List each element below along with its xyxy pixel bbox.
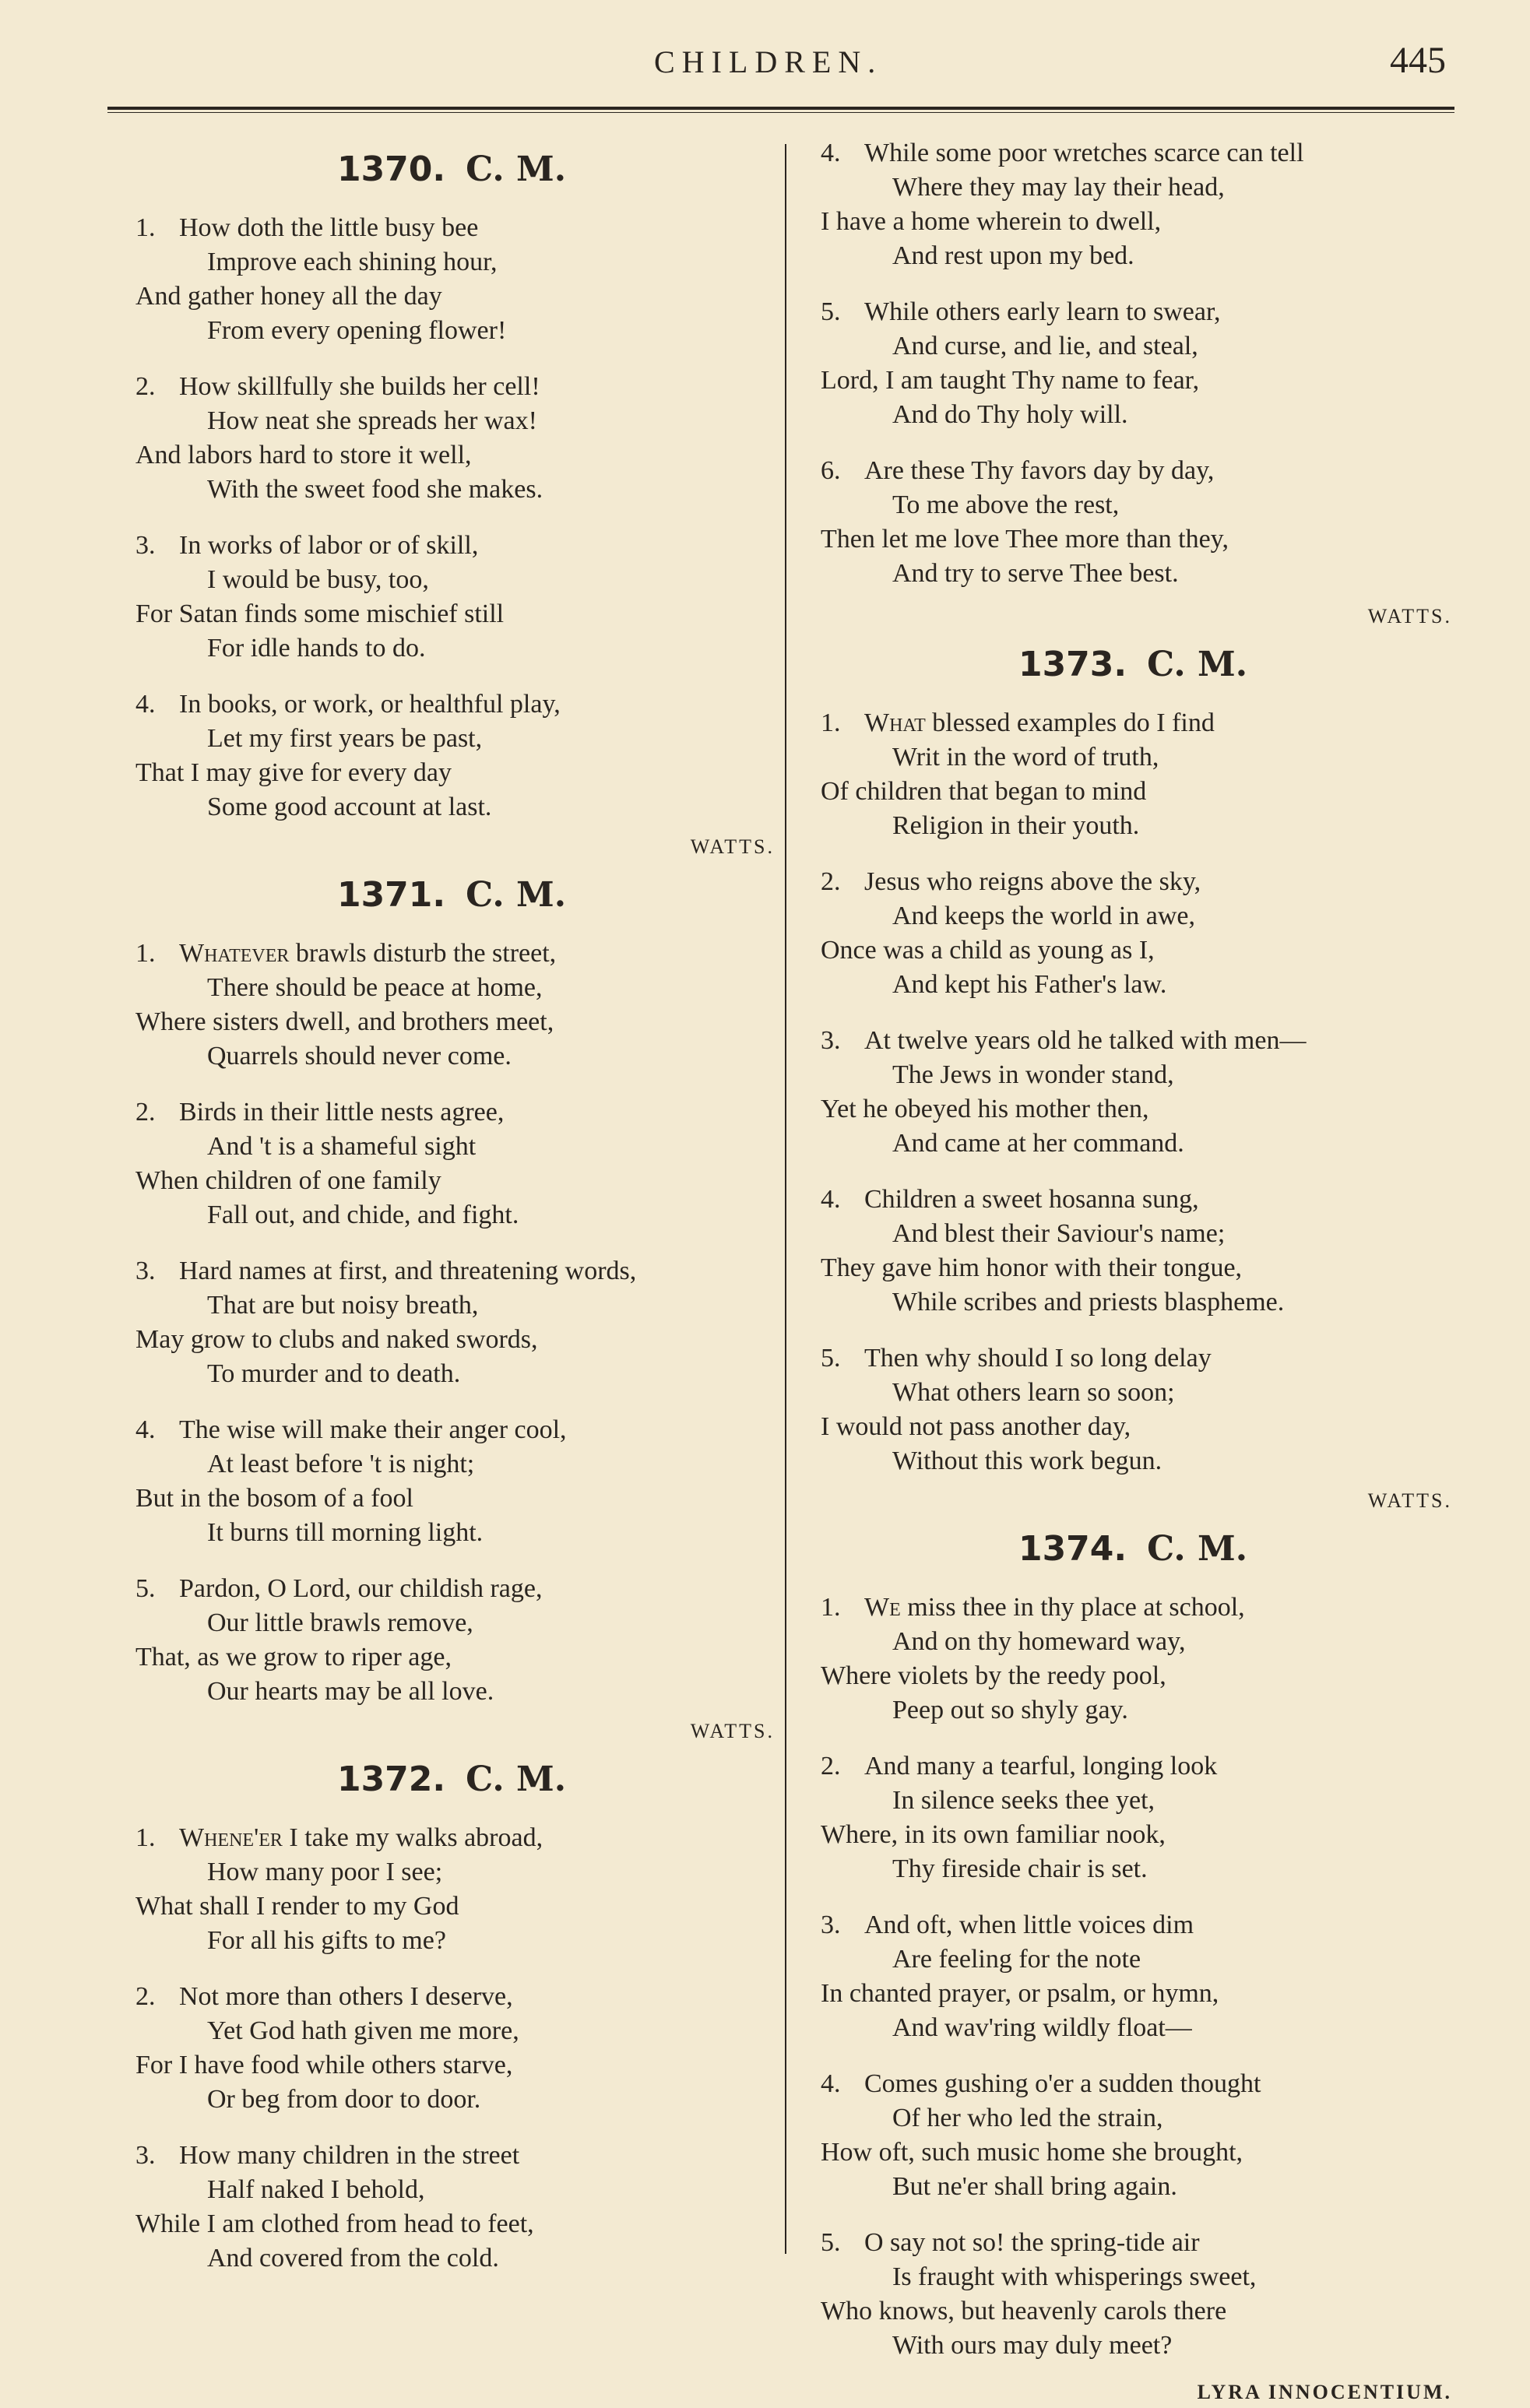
hymn-line xyxy=(128,245,775,279)
stanza-number: 3. xyxy=(821,1026,841,1055)
stanza xyxy=(128,937,775,1074)
hymn-line xyxy=(128,1447,775,1482)
hymn-number: 1372. xyxy=(336,1759,446,1799)
opening-word: What xyxy=(864,708,926,737)
stanza-number: 3. xyxy=(821,1911,841,1939)
hymn-line xyxy=(814,1251,1452,1285)
hymn-line xyxy=(814,1058,1452,1092)
line-text: Who knows, but heavenly carols there xyxy=(821,2297,1227,2325)
line-text: Comes gushing o'er a sudden thought xyxy=(864,2069,1261,2098)
hymn-line xyxy=(814,1024,1452,1058)
line-text: But ne'er shall bring again. xyxy=(892,2172,1177,2201)
line-text: Children a sweet hosanna sung, xyxy=(864,1185,1199,1214)
hymn-heading xyxy=(814,638,1452,692)
hymn-line xyxy=(128,2139,775,2173)
hymn-line xyxy=(814,170,1452,205)
hymn-line xyxy=(814,2260,1452,2294)
stanza-number: 4. xyxy=(135,690,156,719)
stanza-number: 3. xyxy=(135,1257,156,1285)
hymn-meter: C. M. xyxy=(1147,1529,1248,1569)
hymn-line xyxy=(814,865,1452,899)
opening-word: Whatever xyxy=(179,939,290,968)
line-text: While I am clothed from head to feet, xyxy=(135,2209,534,2238)
line-text: Where, in its own familiar nook, xyxy=(821,1820,1166,1849)
hymn-meter: C. M. xyxy=(466,875,567,915)
hymn-line xyxy=(128,404,775,438)
stanza-number: 2. xyxy=(135,372,156,401)
hymn-line xyxy=(814,1818,1452,1852)
hymn-heading xyxy=(128,868,775,923)
stanza-number: 3. xyxy=(135,531,156,560)
stanza xyxy=(128,1980,775,2117)
hymn-line xyxy=(814,454,1452,488)
line-text: In chanted prayer, or psalm, or hymn, xyxy=(821,1979,1219,2008)
line-text: I would not pass another day, xyxy=(821,1412,1131,1441)
line-text: For all his gifts to me? xyxy=(207,1926,446,1955)
hymn-line xyxy=(814,488,1452,522)
stanza-number: 4. xyxy=(821,139,841,167)
hymn-line xyxy=(128,529,775,563)
hymn-line xyxy=(128,1288,775,1323)
line-text: For idle hands to do. xyxy=(207,634,426,663)
line-text: It burns till morning light. xyxy=(207,1518,484,1547)
line-text: What shall I render to my God xyxy=(135,1892,459,1921)
stanza-number: 1. xyxy=(135,1823,156,1852)
hymn-meter: C. M. xyxy=(1147,645,1248,684)
stanza xyxy=(128,211,775,348)
hymn-line xyxy=(814,557,1452,591)
hymn-line xyxy=(814,364,1452,398)
stanza-number: 5. xyxy=(821,2228,841,2257)
stanza-number: 1. xyxy=(135,213,156,242)
hymn-line xyxy=(128,279,775,314)
stanza xyxy=(814,2067,1452,2204)
hymn-heading xyxy=(128,142,775,197)
hymn-number: 1370. xyxy=(336,149,446,189)
hymn-line xyxy=(814,740,1452,775)
hymn-line xyxy=(128,687,775,722)
hymn-line xyxy=(814,1092,1452,1127)
hymn-line xyxy=(128,597,775,631)
hymn-line xyxy=(814,1784,1452,1818)
line-text: Of her who led the strain, xyxy=(892,2104,1163,2132)
hymn-line xyxy=(814,1410,1452,1444)
stanza xyxy=(814,706,1452,843)
hymn-line xyxy=(128,1323,775,1357)
hymn-line xyxy=(128,2014,775,2048)
stanza xyxy=(814,2226,1452,2363)
stanza-number: 1. xyxy=(821,708,841,737)
header-rule xyxy=(107,107,1454,110)
line-text: Let my first years be past, xyxy=(207,724,483,753)
opening-word: We xyxy=(864,1593,901,1622)
hymn-line xyxy=(128,2207,775,2241)
header-rule-thin xyxy=(107,112,1454,113)
hymn-line xyxy=(128,1855,775,1889)
hymn-line xyxy=(814,2329,1452,2363)
hymn-line xyxy=(814,239,1452,273)
hymn-line xyxy=(128,1164,775,1198)
line-text: In books, or work, or healthful play, xyxy=(179,690,561,719)
line-text: Where sisters dwell, and brothers meet, xyxy=(135,1007,554,1036)
line-text: Thy fireside chair is set. xyxy=(892,1854,1148,1883)
hymn-line xyxy=(128,1413,775,1447)
hymn-line xyxy=(128,2048,775,2083)
hymn-line xyxy=(128,1821,775,1855)
hymn-meter: C. M. xyxy=(466,149,567,189)
hymn-line xyxy=(128,1889,775,1924)
hymn-line xyxy=(814,2011,1452,2045)
hymn-line xyxy=(814,1127,1452,1161)
hymn-line xyxy=(128,1516,775,1550)
hymn-line xyxy=(128,971,775,1005)
line-text: And on thy homeward way, xyxy=(892,1627,1186,1656)
hymn-heading xyxy=(128,1752,775,1807)
hymn-line xyxy=(814,2294,1452,2329)
hymn-line xyxy=(128,2173,775,2207)
hymn-line xyxy=(128,1640,775,1675)
hymn-line xyxy=(814,2170,1452,2204)
line-text: And covered from the cold. xyxy=(207,2244,499,2273)
line-text: Where violets by the reedy pool, xyxy=(821,1661,1166,1690)
stanza-number: 3. xyxy=(135,2141,156,2170)
hymn-line xyxy=(128,1606,775,1640)
line-text: They gave him honor with their tongue, xyxy=(821,1253,1243,1282)
line-text: Our little brawls remove, xyxy=(207,1608,473,1637)
line-text: At least before 't is night; xyxy=(207,1450,475,1478)
hymn-line xyxy=(814,968,1452,1002)
hymn-line xyxy=(814,1852,1452,1886)
line-text: blessed examples do I find xyxy=(932,708,1215,737)
line-text: Birds in their little nests agree, xyxy=(179,1098,505,1127)
line-text: And 't is a shameful sight xyxy=(207,1132,477,1161)
running-title: CHILDREN. xyxy=(654,44,883,79)
line-text: How doth the little busy bee xyxy=(179,213,479,242)
stanza xyxy=(814,865,1452,1002)
line-text: While others early learn to swear, xyxy=(864,297,1221,326)
stanza xyxy=(128,1572,775,1709)
line-text: Jesus who reigns above the sky, xyxy=(864,867,1201,896)
hymn-heading xyxy=(814,1522,1452,1577)
line-text: For I have food while others starve, xyxy=(135,2051,513,2079)
stanza xyxy=(128,687,775,824)
stanza xyxy=(814,1341,1452,1478)
stanza-number: 1. xyxy=(821,1593,841,1622)
line-text: Pardon, O Lord, our childish rage, xyxy=(179,1574,543,1603)
line-text: For Satan finds some mischief still xyxy=(135,599,505,628)
line-text: Then let me love Thee more than they, xyxy=(821,525,1229,554)
hymn-line xyxy=(814,706,1452,740)
line-text: And curse, and lie, and steal, xyxy=(892,332,1198,360)
line-text: How neat she spreads her wax! xyxy=(207,406,537,435)
opening-word: Whene'er xyxy=(179,1823,283,1852)
line-text: While scribes and priests blaspheme. xyxy=(892,1288,1285,1316)
line-text: But in the bosom of a fool xyxy=(135,1484,413,1513)
line-text: Some good account at last. xyxy=(207,793,492,821)
line-text: The Jews in wonder stand, xyxy=(892,1060,1174,1089)
hymn-line xyxy=(128,1572,775,1606)
hymn-line xyxy=(128,563,775,597)
line-text: That I may give for every day xyxy=(135,758,452,787)
line-text: Where they may lay their head, xyxy=(892,173,1225,202)
stanza xyxy=(814,136,1452,273)
stanza-number: 4. xyxy=(135,1415,156,1444)
hymn-line xyxy=(128,1039,775,1074)
stanza xyxy=(128,370,775,507)
line-text: I would be busy, too, xyxy=(207,565,429,594)
line-text: That are but noisy breath, xyxy=(207,1291,479,1320)
line-text: And gather honey all the day xyxy=(135,282,442,311)
hymn-attribution: WATTS. xyxy=(1367,1489,1452,1512)
hymn-line xyxy=(128,790,775,824)
line-text: The wise will make their anger cool, xyxy=(179,1415,567,1444)
hymn-line xyxy=(814,1942,1452,1977)
line-text: At twelve years old he talked with men— xyxy=(864,1026,1307,1055)
line-text: Half naked I behold, xyxy=(207,2175,425,2204)
line-text: And wav'ring wildly float— xyxy=(892,2013,1192,2042)
hymn-line xyxy=(128,631,775,666)
stanza xyxy=(814,1749,1452,1886)
hymn-line xyxy=(814,1183,1452,1217)
line-text: Lord, I am taught Thy name to fear, xyxy=(821,366,1200,395)
hymn-line xyxy=(814,1217,1452,1251)
hymn-attribution: WATTS. xyxy=(690,835,775,858)
stanza-number: 5. xyxy=(821,1344,841,1373)
line-text: Of children that began to mind xyxy=(821,777,1147,806)
line-text: Is fraught with whisperings sweet, xyxy=(892,2262,1257,2291)
hymn-line xyxy=(128,937,775,971)
line-text: How oft, such music home she brought, xyxy=(821,2138,1243,2167)
hymn-line xyxy=(128,2083,775,2117)
hymn-line xyxy=(128,1357,775,1391)
stanza xyxy=(128,1254,775,1391)
line-text: Fall out, and chide, and fight. xyxy=(207,1200,519,1229)
hymn-line xyxy=(814,136,1452,170)
hymn-line xyxy=(128,1254,775,1288)
hymn-line xyxy=(814,1444,1452,1478)
hymn-line xyxy=(814,1908,1452,1942)
stanza-number: 2. xyxy=(821,1752,841,1781)
line-text: That, as we grow to riper age, xyxy=(135,1643,452,1672)
line-text: May grow to clubs and naked swords, xyxy=(135,1325,538,1354)
stanza-number: 4. xyxy=(821,1185,841,1214)
stanza xyxy=(814,1591,1452,1728)
line-text: Writ in the word of truth, xyxy=(892,743,1159,772)
line-text: To murder and to death. xyxy=(207,1359,461,1388)
stanza xyxy=(128,2139,775,2276)
hymn-line xyxy=(814,899,1452,933)
line-text: And blest their Saviour's name; xyxy=(892,1219,1226,1248)
line-text: What others learn so soon; xyxy=(892,1378,1175,1407)
hymn-line xyxy=(128,1924,775,1958)
stanza xyxy=(128,1413,775,1550)
line-text: O say not so! the spring-tide air xyxy=(864,2228,1200,2257)
stanza-number: 4. xyxy=(821,2069,841,2098)
stanza-number: 5. xyxy=(135,1574,156,1603)
hymn-line xyxy=(128,756,775,790)
line-text: And oft, when little voices dim xyxy=(864,1911,1194,1939)
line-text: Then why should I so long delay xyxy=(864,1344,1212,1373)
stanza-number: 2. xyxy=(821,867,841,896)
line-text: miss thee in thy place at school, xyxy=(907,1593,1245,1622)
line-text: Improve each shining hour, xyxy=(207,248,498,276)
hymn-line xyxy=(128,314,775,348)
hymn-line xyxy=(814,2067,1452,2101)
hymn-line xyxy=(814,1693,1452,1728)
hymn-line xyxy=(128,1130,775,1164)
hymn-line xyxy=(814,1749,1452,1784)
line-text: In works of labor or of skill, xyxy=(179,531,479,560)
line-text: Peep out so shyly gay. xyxy=(892,1696,1128,1724)
line-text: Religion in their youth. xyxy=(892,811,1140,840)
hymn-attribution: WATTS. xyxy=(690,1720,775,1742)
line-text: How many children in the street xyxy=(179,2141,520,2170)
hymn-line xyxy=(814,295,1452,329)
line-text: There should be peace at home, xyxy=(207,973,543,1002)
line-text: In silence seeks thee yet, xyxy=(892,1786,1155,1815)
line-text: Are feeling for the note xyxy=(892,1945,1141,1974)
line-text: And keeps the world in awe, xyxy=(892,902,1196,930)
hymn-line xyxy=(814,933,1452,968)
hymn-line xyxy=(128,722,775,756)
line-text: And kept his Father's law. xyxy=(892,970,1167,999)
stanza-number: 2. xyxy=(135,1982,156,2011)
hymn-line xyxy=(128,1005,775,1039)
hymn-line xyxy=(128,211,775,245)
hymn-number: 1373. xyxy=(1018,645,1127,684)
line-text: brawls disturb the street, xyxy=(295,939,557,968)
line-text: Quarrels should never come. xyxy=(207,1042,512,1070)
line-text: And do Thy holy will. xyxy=(892,400,1128,429)
hymn-line xyxy=(814,775,1452,809)
line-text: I take my walks abroad, xyxy=(289,1823,543,1852)
line-text: And came at her command. xyxy=(892,1129,1184,1158)
hymn-line xyxy=(814,1285,1452,1320)
hymn-line xyxy=(814,809,1452,843)
hymn-line xyxy=(814,1625,1452,1659)
line-text: Hard names at first, and threatening words, xyxy=(179,1257,637,1285)
hymn-line xyxy=(814,2226,1452,2260)
hymn-line xyxy=(814,1977,1452,2011)
hymn-line xyxy=(128,2241,775,2276)
line-text: How skillfully she builds her cell! xyxy=(179,372,540,401)
stanza xyxy=(814,295,1452,432)
hymn-line xyxy=(128,1482,775,1516)
hymn-line xyxy=(128,1675,775,1709)
stanza xyxy=(128,1095,775,1232)
stanza-number: 2. xyxy=(135,1098,156,1127)
hymn-line xyxy=(128,1198,775,1232)
stanza-number: 1. xyxy=(135,939,156,968)
stanza xyxy=(128,529,775,666)
hymn-number: 1371. xyxy=(336,875,446,915)
stanza-number: 5. xyxy=(821,297,841,326)
line-text: Not more than others I deserve, xyxy=(179,1982,513,2011)
hymn-line xyxy=(814,205,1452,239)
hymn-attribution: LYRA INNOCENTIUM. xyxy=(1197,2381,1452,2403)
hymn-line xyxy=(814,2136,1452,2170)
hymn-line xyxy=(814,329,1452,364)
line-text: And try to serve Thee best. xyxy=(892,559,1179,588)
left-column xyxy=(128,136,775,2297)
right-column xyxy=(814,136,1452,2408)
line-text: And rest upon my bed. xyxy=(892,241,1134,270)
line-text: Or beg from door to door. xyxy=(207,2085,481,2114)
hymn-line xyxy=(128,1980,775,2014)
hymn-meter: C. M. xyxy=(466,1759,567,1799)
line-text: Our hearts may be all love. xyxy=(207,1677,494,1706)
line-text: Once was a child as young as I, xyxy=(821,936,1155,965)
line-text: With ours may duly meet? xyxy=(892,2331,1173,2360)
stanza xyxy=(128,1821,775,1958)
line-text: With the sweet food she makes. xyxy=(207,475,543,504)
page-header xyxy=(0,0,1530,125)
hymn-line xyxy=(814,398,1452,432)
stanza xyxy=(814,454,1452,591)
hymn-line xyxy=(128,438,775,473)
hymn-line xyxy=(814,1591,1452,1625)
hymn-line xyxy=(128,1095,775,1130)
hymn-line xyxy=(814,522,1452,557)
line-text: From every opening flower! xyxy=(207,316,507,345)
line-text: While some poor wretches scarce can tell xyxy=(864,139,1304,167)
hymn-line xyxy=(814,1376,1452,1410)
hymn-attribution: WATTS. xyxy=(1367,605,1452,627)
line-text: To me above the rest, xyxy=(892,490,1120,519)
page-number: 445 xyxy=(1390,40,1446,81)
line-text: And many a tearful, longing look xyxy=(864,1752,1218,1781)
stanza xyxy=(814,1183,1452,1320)
hymn-line xyxy=(128,473,775,507)
line-text: Yet God hath given me more, xyxy=(207,2016,519,2045)
line-text: And labors hard to store it well, xyxy=(135,441,472,469)
line-text: Without this work begun. xyxy=(892,1447,1162,1475)
hymn-number: 1374. xyxy=(1018,1529,1127,1569)
line-text: Yet he obeyed his mother then, xyxy=(821,1095,1149,1123)
stanza xyxy=(814,1908,1452,2045)
hymn-line xyxy=(128,370,775,404)
column-divider xyxy=(785,144,786,2254)
hymn-line xyxy=(814,2101,1452,2136)
line-text: How many poor I see; xyxy=(207,1858,443,1886)
line-text: I have a home wherein to dwell, xyxy=(821,207,1162,236)
hymn-line xyxy=(814,1341,1452,1376)
line-text: When children of one family xyxy=(135,1166,441,1195)
stanza-number: 6. xyxy=(821,456,841,485)
hymn-line xyxy=(814,1659,1452,1693)
stanza xyxy=(814,1024,1452,1161)
line-text: Are these Thy favors day by day, xyxy=(864,456,1215,485)
